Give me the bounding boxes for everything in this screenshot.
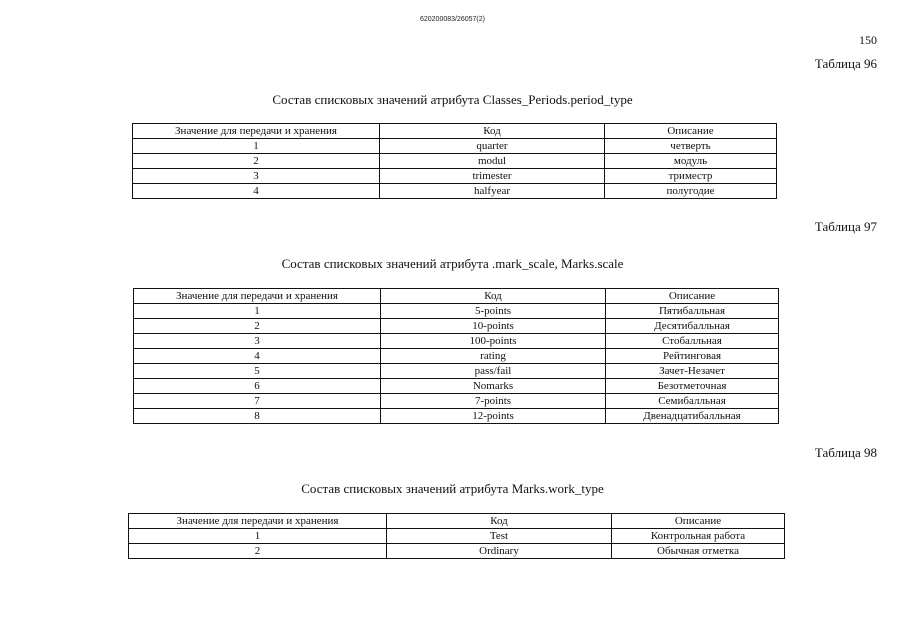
table-cell-description: Десятибалльная — [606, 319, 779, 334]
table-cell-value: 2 — [129, 544, 387, 559]
table-header-row — [134, 289, 779, 304]
table-row — [133, 169, 777, 184]
table-cell-description: четверть — [605, 139, 777, 154]
table-row — [129, 544, 785, 559]
table-cell-description: Безотметочная — [606, 379, 779, 394]
table-row — [133, 154, 777, 169]
table-row — [129, 529, 785, 544]
table-cell-description: модуль — [605, 154, 777, 169]
table-cell-code: 5-points — [381, 304, 606, 319]
table-cell-value: 2 — [133, 154, 380, 169]
table-cell-value: 3 — [133, 169, 380, 184]
column-header: Значение для передачи и хранения — [129, 514, 387, 529]
table-cell-value: 5 — [134, 364, 381, 379]
table-caption-98: Состав списковых значений атрибута Marks.work_type — [301, 481, 604, 496]
table-cell-description: Зачет-Незачет — [606, 364, 779, 379]
table-cell-description: Обычная отметка — [612, 544, 785, 559]
table-cell-code: Ordinary — [387, 544, 612, 559]
table-cell-description: Рейтинговая — [606, 349, 779, 364]
column-header: Код — [380, 124, 605, 139]
table-cell-value: 7 — [134, 394, 381, 409]
table-cell-description: Контрольная работа — [612, 529, 785, 544]
table-cell-value: 4 — [134, 349, 381, 364]
table-cell-code: modul — [380, 154, 605, 169]
table-cell-description: триместр — [605, 169, 777, 184]
table-cell-description: Пятибалльная — [606, 304, 779, 319]
table-cell-description: Семибалльная — [606, 394, 779, 409]
table-cell-value: 1 — [134, 304, 381, 319]
table-row — [134, 379, 779, 394]
table-96 — [132, 123, 777, 199]
table-cell-description: полугодие — [605, 184, 777, 199]
column-header: Значение для передачи и хранения — [133, 124, 380, 139]
table-caption-97: Состав списковых значений атрибута .mark_scale, Marks.scale — [281, 256, 624, 271]
table-cell-code: trimester — [380, 169, 605, 184]
table-caption-96: Состав списковых значений атрибута Classes_Periods.period_type — [272, 92, 633, 107]
table-cell-value: 6 — [134, 379, 381, 394]
table-cell-code: Nomarks — [381, 379, 606, 394]
table-number-98: Таблица 98 — [814, 445, 877, 460]
column-header: Описание — [605, 124, 777, 139]
table-cell-code: rating — [381, 349, 606, 364]
table-cell-code: 12-points — [381, 409, 606, 424]
table-cell-value: 1 — [133, 139, 380, 154]
table-row — [134, 334, 779, 349]
page-number: 150 — [859, 33, 877, 47]
table-number-97: Таблица 97 — [814, 219, 877, 234]
table-cell-value: 3 — [134, 334, 381, 349]
table-row — [134, 409, 779, 424]
table-cell-code: 100-points — [381, 334, 606, 349]
table-cell-code: halfyear — [380, 184, 605, 199]
table-cell-code: 7-points — [381, 394, 606, 409]
table-header-row — [129, 514, 785, 529]
table-cell-code: Test — [387, 529, 612, 544]
column-header: Код — [381, 289, 606, 304]
table-row — [134, 394, 779, 409]
table-number-96: Таблица 96 — [814, 56, 877, 71]
table-cell-value: 8 — [134, 409, 381, 424]
table-cell-code: quarter — [380, 139, 605, 154]
table-cell-value: 4 — [133, 184, 380, 199]
document-id: 620200083/26057(2) — [419, 16, 485, 23]
table-row — [134, 364, 779, 379]
table-row — [134, 319, 779, 334]
table-cell-code: pass/fail — [381, 364, 606, 379]
column-header: Описание — [612, 514, 785, 529]
table-row — [133, 184, 777, 199]
table-cell-value: 2 — [134, 319, 381, 334]
table-98 — [128, 513, 785, 559]
table-cell-code: 10-points — [381, 319, 606, 334]
column-header: Код — [387, 514, 612, 529]
table-97 — [133, 288, 779, 424]
table-row — [133, 139, 777, 154]
table-row — [134, 304, 779, 319]
column-header: Описание — [606, 289, 779, 304]
column-header: Значение для передачи и хранения — [134, 289, 381, 304]
table-cell-value: 1 — [129, 529, 387, 544]
table-header-row — [133, 124, 777, 139]
table-cell-description: Двенадцатибалльная — [606, 409, 779, 424]
table-row — [134, 349, 779, 364]
table-cell-description: Стобалльная — [606, 334, 779, 349]
